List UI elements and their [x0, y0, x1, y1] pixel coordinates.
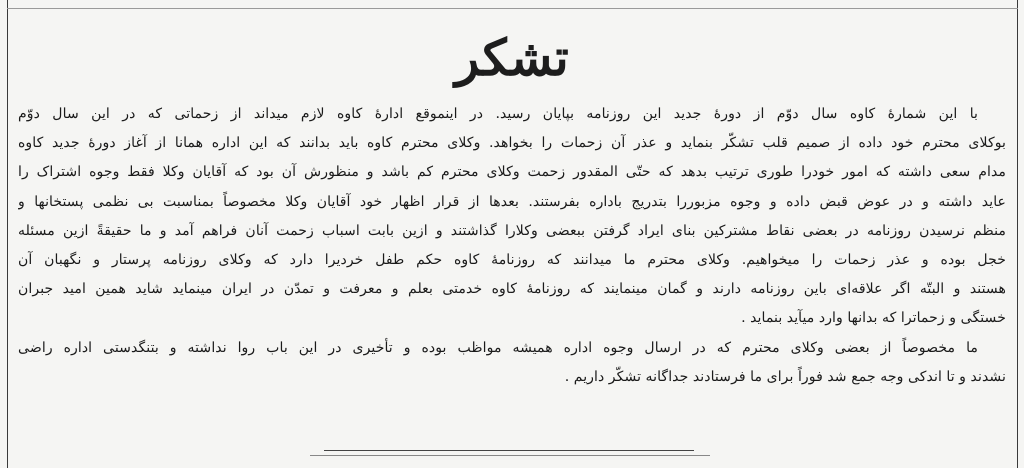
text-line: بوکلای محترم خود داده از صمیم قلب تشکّر بنماید و عذر آن زحمات را بخواهد. وکلای محترم کاوه باید بدانند که این اداره همانا از آغاز دورهٔ جدید کاوه: [18, 135, 1006, 152]
text-line: عاید داشته و در عوض قبض داده و وجوه مزبوررا بتدریج باداره بفرستند. بعدها از قرار اظهار خود آقایان وکلا مخصوصاً بمناسبت بی نظمی پستخانها و: [18, 193, 1006, 210]
text-line: نشدند و تا اندکی وجه جمع شد فوراً برای ما فرستادند جداگانه تشکّر داریم .: [564, 368, 1006, 385]
text-line: با این شمارهٔ کاوه سال دوّم از دورهٔ جدید این روزنامه بپایان رسید. در اینموقع ادارهٔ کاوه لازم میداند از زحماتی که در این سال دوّم: [18, 106, 978, 122]
article-body: [18, 100, 1006, 392]
text-line: ما مخصوصاً از بعضی وکلای محترم که در ارسال وجوه اداره همیشه مواظب بوده و تأخیری در این باب روا نداشته و بتنگدستی اداره راضی: [18, 339, 978, 356]
end-divider-line-secondary: [310, 455, 710, 456]
text-line: مدام سعی داشته که امور خودرا طوری ترتیب بدهد که حتّی المقدور زحمت وکلای محترم کم باشد و منظورش آن بود که آقایان وکلا فقط وجوه اشتراک را: [18, 164, 1006, 181]
text-line: هستند و البتّه اگر علاقه‌ای باین روزنامه دارند و گمان مینمایند که روزنامهٔ کاوه خدمتی بعلم و معرفت و تمدّن در ایران مینماید شاید همین امید جبران: [18, 281, 1006, 298]
article-title: تشکر: [455, 28, 569, 87]
end-divider-line: [324, 450, 694, 451]
text-line: خستگی و زحماترا که بدانها وارد میآید بنماید .: [741, 310, 1006, 327]
text-line: خجل بوده و عذر زحمات را میخواهیم. وکلای محترم ما میدانند که روزنامهٔ کاوه حکم طفل خردیرا دارد که وکلای روزنامه پرستار و نگهبان آن: [18, 252, 1006, 269]
text-line: منظم نرسیدن روزنامه در بعضی نقاط مشترکین بنای ایراد گرفتن ببعضی وکلارا گذاشتند و ازین بابت اسباب زحمت آنان فراهم آمد و ما حقیقةً ازین مسئله: [18, 222, 1006, 239]
top-border-line: [7, 8, 1018, 9]
